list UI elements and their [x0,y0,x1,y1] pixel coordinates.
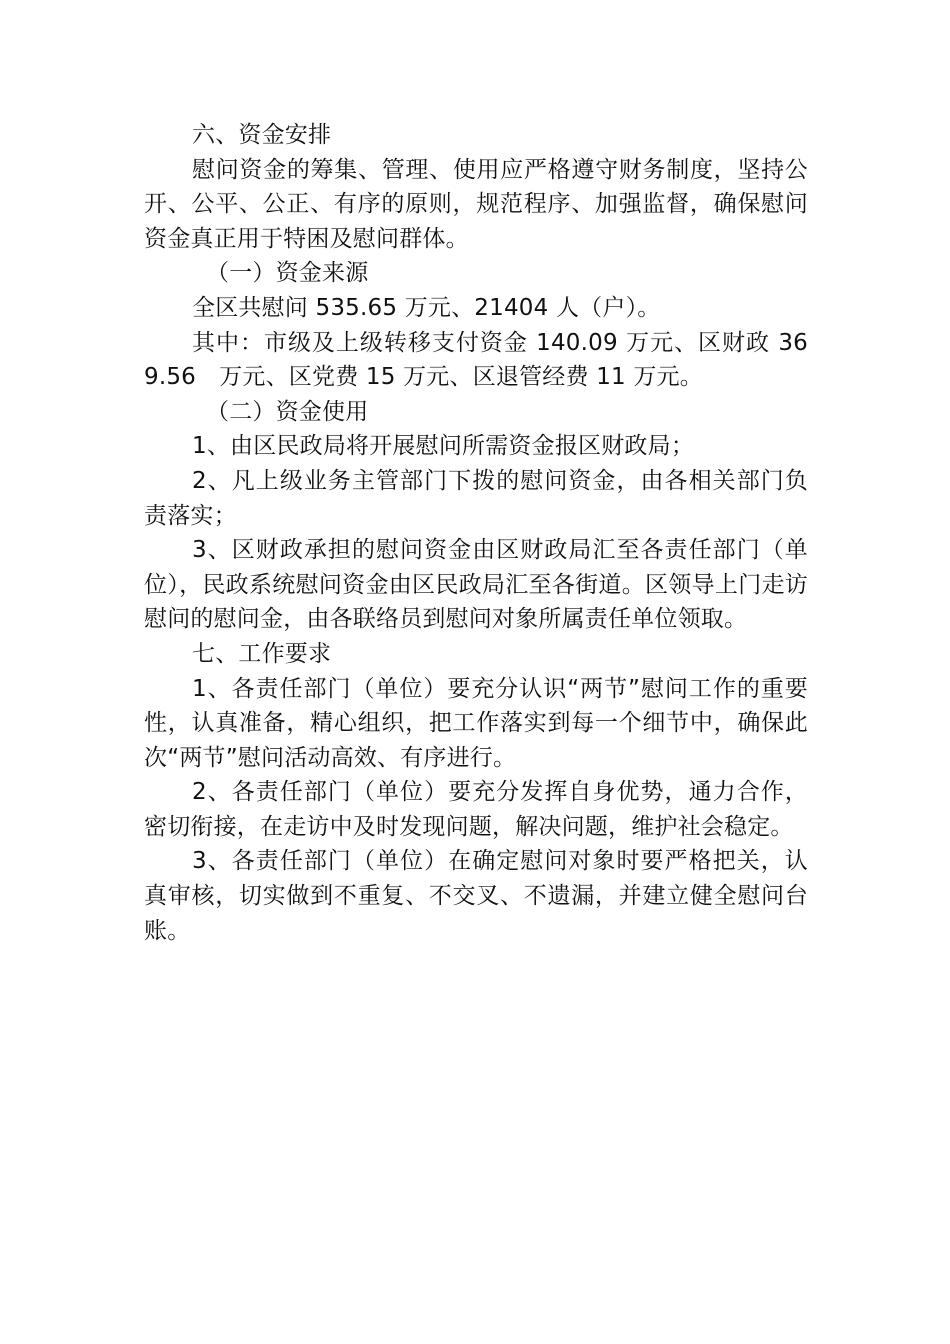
subheading-funding-source: （一）资金来源 [206,260,369,287]
section-heading-funding: 六、资金安排 [192,122,332,148]
paragraph-requirement-3: 3、各责任部门（单位）在确定慰问对象时要严格把关，认真审核，切实做到不重复、不交叉、不遗漏，并建立健全慰问台账。 [144,848,808,944]
paragraph-requirement-2: 2、各责任部门（单位）要充分发挥自身优势，通力合作，密切衔接，在走访中及时发现问题，解决问题，维护社会稳定。 [144,779,808,840]
paragraph-funding-principles: 慰问资金的筹集、管理、使用应严格遵守财务制度，坚持公开、公平、公正、有序的原则，规范程序、加强监督，确保慰问资金真正用于特困及慰问群体。 [144,156,808,252]
document-body [144,118,808,948]
paragraph-use-item-2: 2、凡上级业务主管部门下拨的慰问资金，由各相关部门负责落实； [144,467,808,529]
paragraph-use-item-1: 1、由区民政局将开展慰问所需资金报区财政局； [192,433,695,460]
paragraph-funding-breakdown: 其中：市级及上级转移支付资金 140.09 万元、区财政 369.56 万元、区党费 15 万元、区退管经费 11 万元。 [144,329,808,391]
paragraph-total-amount: 全区共慰问 535.65 万元、21404 人（户）。 [192,294,661,321]
paragraph-use-item-3: 3、区财政承担的慰问资金由区财政局汇至各责任部门（单位），民政系统慰问资金由区民政局汇至各街道。区领导上门走访慰问的慰问金，由各联络员到慰问对象所属责任单位领取。 [144,537,808,633]
subheading-funding-use: （二）资金使用 [206,398,369,425]
paragraph-requirement-1: 1、各责任部门（单位）要充分认识“两节”慰问工作的重要性，认真准备，精心组织，把工作落实到每一个细节中，确保此次“两节”慰问活动高效、有序进行。 [144,675,808,771]
section-heading-requirements: 七、工作要求 [192,640,332,667]
